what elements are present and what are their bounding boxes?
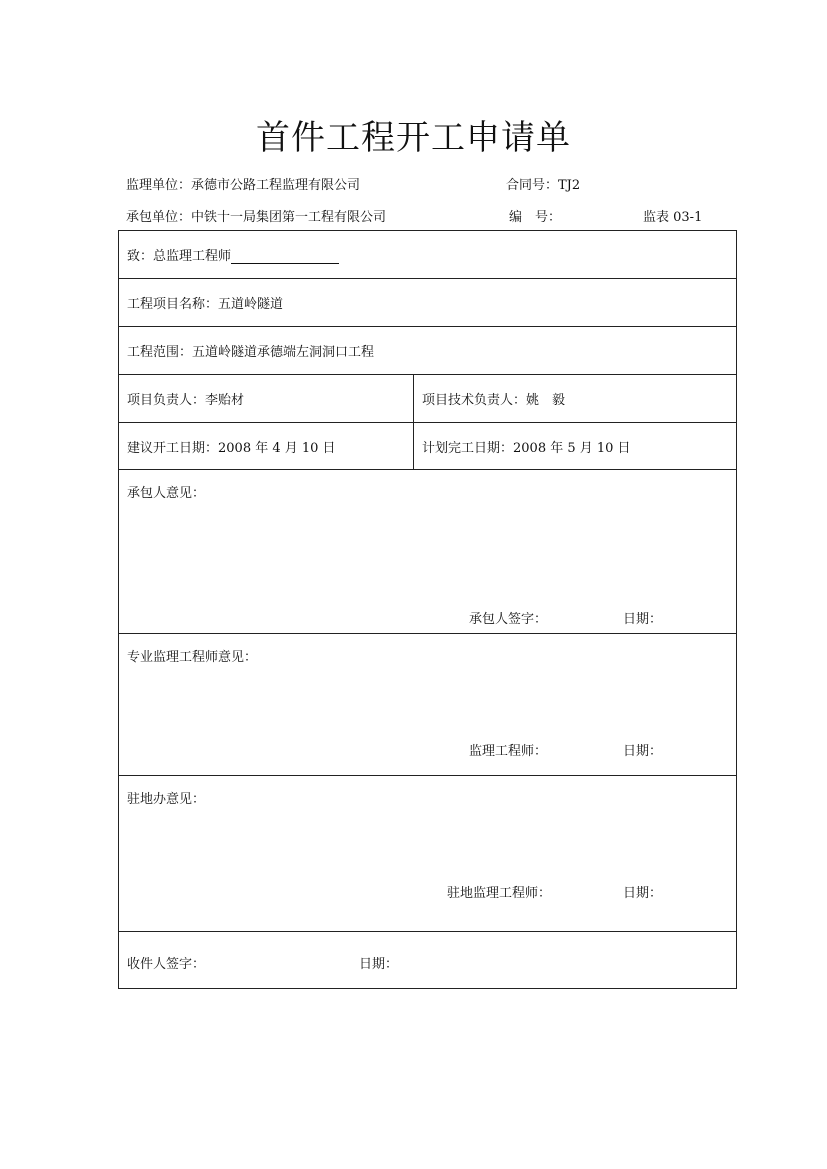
serial-number-label: 编 号： bbox=[509, 210, 562, 225]
site-engineer-signature-label: 驻地监理工程师： bbox=[447, 886, 552, 901]
receiver-row[interactable] bbox=[119, 932, 737, 989]
start-date-cell: 建议开工日期：2008 年 4 月 10 日 bbox=[119, 423, 414, 470]
engineer-opinion-label: 专业监理工程师意见： bbox=[127, 650, 258, 665]
supervisor-unit: 监理单位：承德市公路工程监理有限公司 bbox=[126, 178, 361, 193]
site-office-opinion-label: 驻地办意见： bbox=[127, 792, 206, 807]
contractor-date-label: 日期： bbox=[623, 612, 663, 627]
engineer-date-label: 日期： bbox=[623, 744, 663, 759]
application-form-table bbox=[118, 230, 737, 989]
contractor-unit: 承包单位：中铁十一局集团第一工程有限公司 bbox=[126, 210, 387, 225]
contractor-signature-label: 承包人签字： bbox=[469, 612, 548, 627]
project-name-cell: 工程项目名称：五道岭隧道 bbox=[119, 279, 737, 327]
project-scope-cell: 工程范围：五道岭隧道承德端左洞洞口工程 bbox=[119, 327, 737, 375]
engineer-signature-label: 监理工程师： bbox=[469, 744, 548, 759]
contractor-opinion-label: 承包人意见： bbox=[127, 486, 206, 501]
form-code: 监表 03-1 bbox=[643, 210, 703, 225]
addressee-row bbox=[119, 231, 737, 279]
receiver-signature-label: 收件人签字： bbox=[127, 957, 206, 972]
contract-number: 合同号：TJ2 bbox=[506, 178, 581, 193]
project-lead-cell: 项目负责人：李贻材 bbox=[119, 375, 414, 423]
site-date-label: 日期： bbox=[623, 886, 663, 901]
tech-lead-cell: 项目技术负责人：姚 毅 bbox=[414, 375, 737, 423]
page-title: 首件工程开工申请单 bbox=[256, 118, 571, 158]
chief-engineer-blank[interactable] bbox=[231, 250, 339, 264]
site-office-opinion-section[interactable] bbox=[119, 776, 737, 932]
engineer-opinion-section[interactable] bbox=[119, 634, 737, 776]
receiver-date-label: 日期： bbox=[359, 957, 399, 972]
contractor-opinion-section[interactable] bbox=[119, 470, 737, 634]
addressee-label: 致：总监理工程师 bbox=[127, 249, 232, 264]
end-date-cell: 计划完工日期：2008 年 5 月 10 日 bbox=[414, 423, 737, 470]
